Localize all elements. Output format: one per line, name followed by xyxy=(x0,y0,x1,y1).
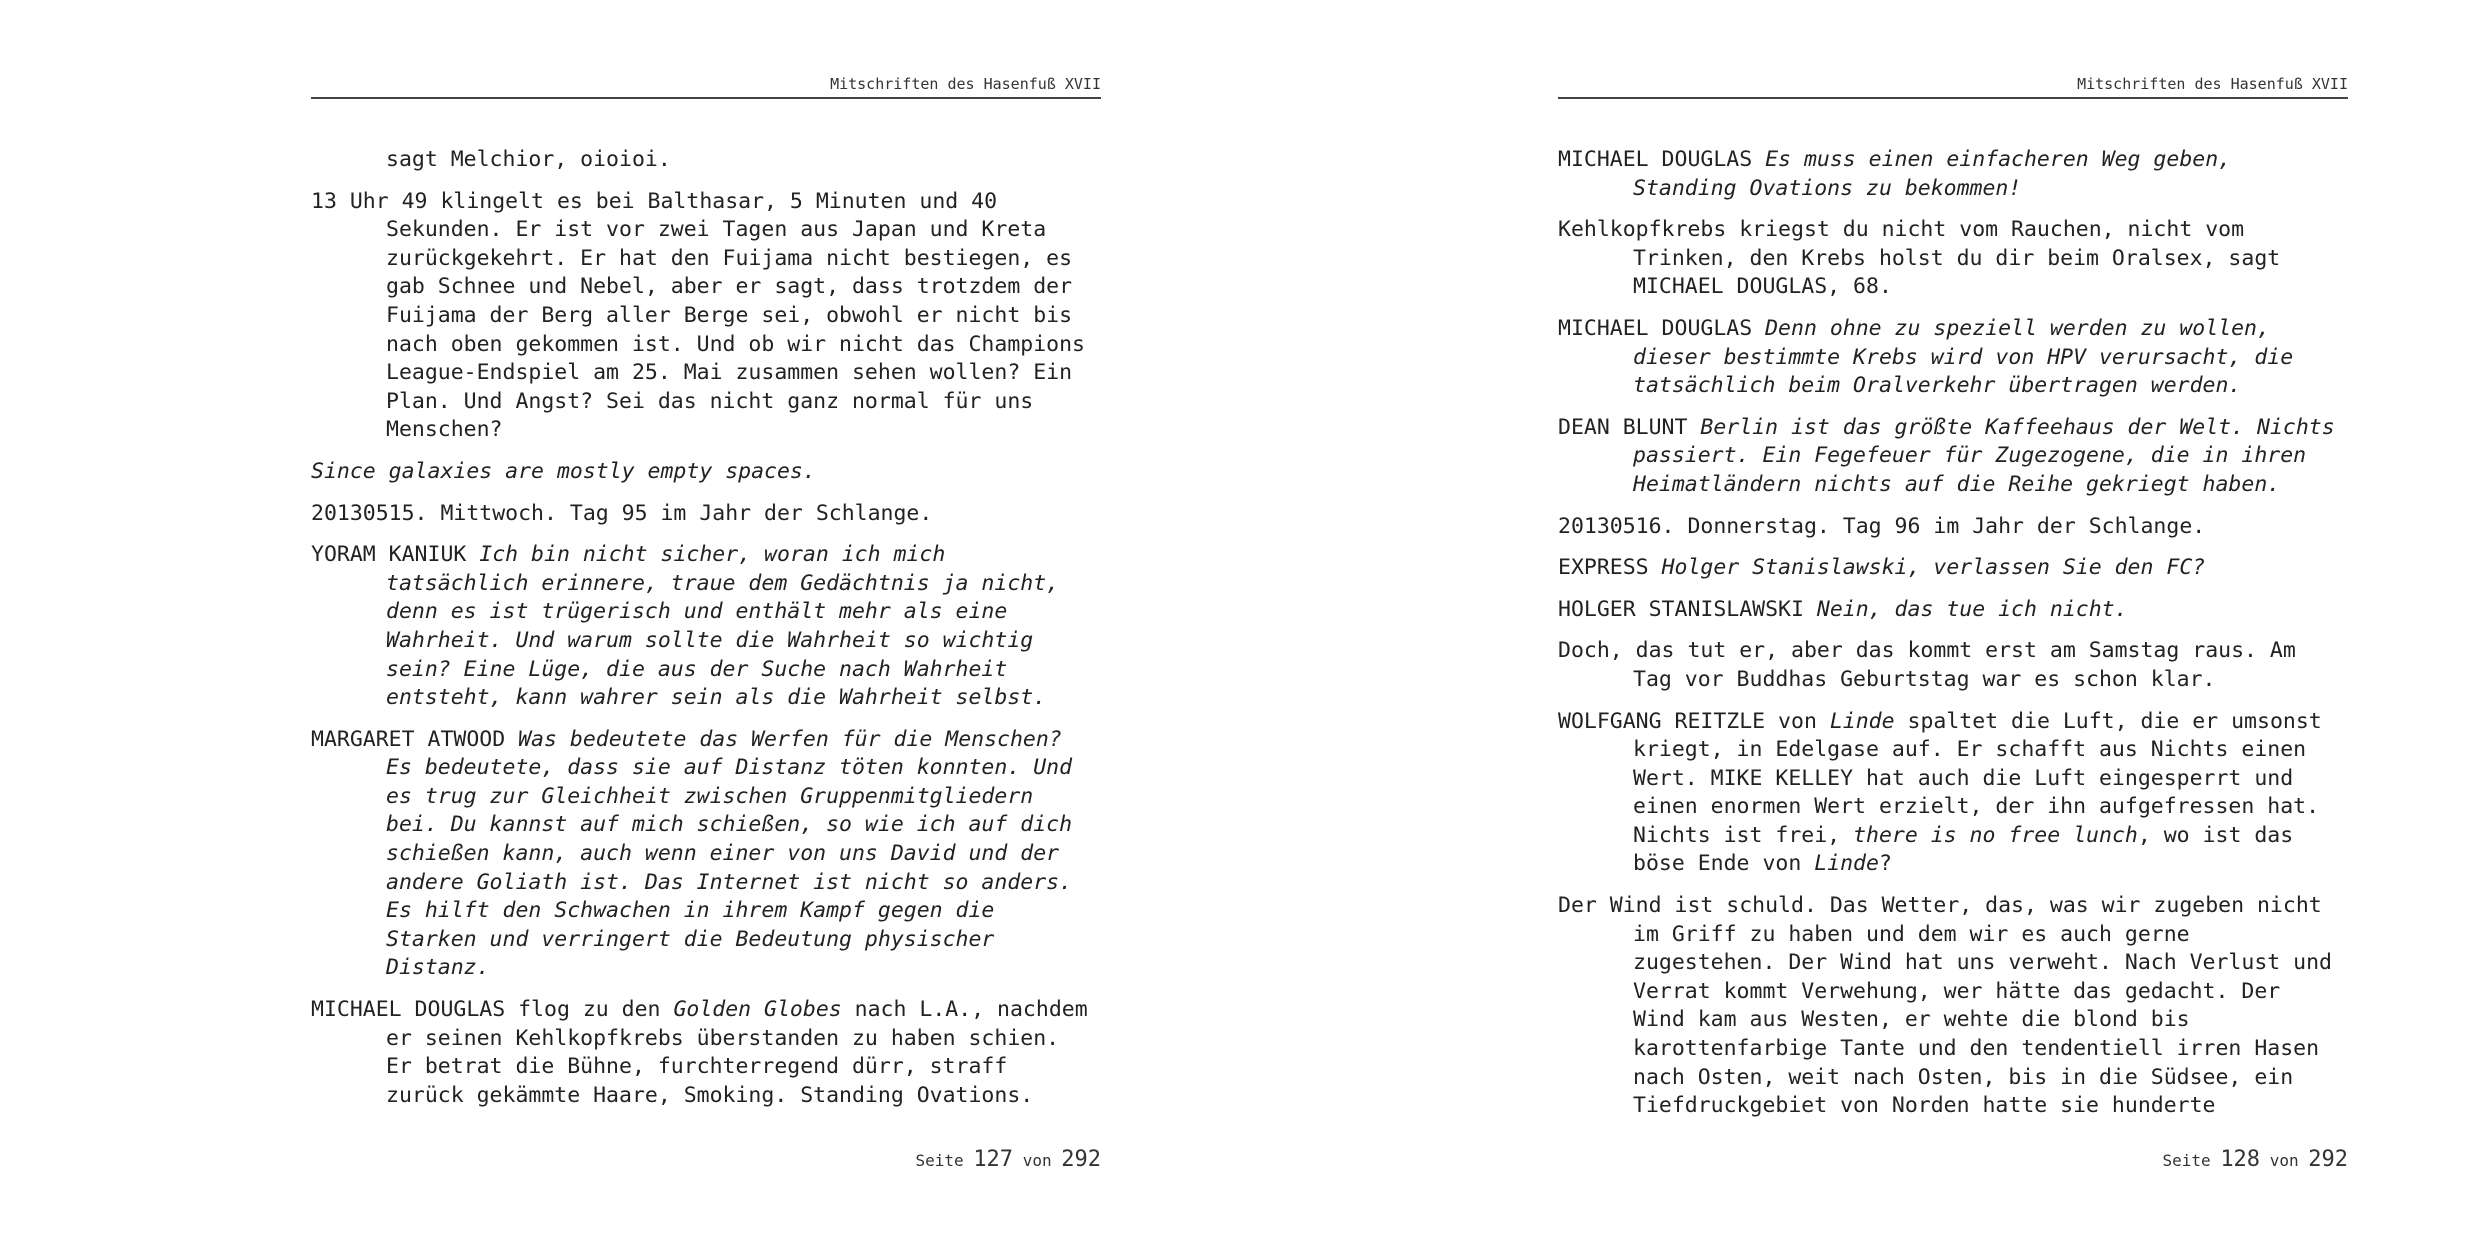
italic-text: Linde xyxy=(1814,851,1879,877)
text-run: , wo ist das böse Ende von xyxy=(1633,822,2294,877)
text-run: sagt Melchior, oioioi. xyxy=(386,147,671,172)
page-label: Seite xyxy=(915,1151,964,1170)
italic-text: Nein, das tue ich nicht. xyxy=(1816,596,2128,622)
right-page xyxy=(1558,0,2348,1240)
total-pages: 292 xyxy=(2308,1147,2348,1172)
paragraph xyxy=(311,541,1101,713)
left-page xyxy=(311,0,1101,1240)
text-run: Der Wind ist schuld. Das Wetter, das, was wir zugeben nicht im Griff zu haben und dem wir es auch gerne zugestehen. Der Wind hat uns verweht. Nach Verlust und Verrat kommt Verwehung, wer hätte das gedacht. Der Wind kam aus Westen, er wehte die blond bis karottenfarbige Tante und den tendentiell irren Hasen nach Osten, weit nach Osten, bis in die Südsee, ein Tiefdruckgebiet von Norden hatte sie hunderte xyxy=(1558,893,2332,1119)
page-body xyxy=(311,146,1101,1123)
text-run: 20130516. Donnerstag. Tag 96 im Jahr der Schlange. xyxy=(1558,513,2206,539)
page-number xyxy=(311,1147,1101,1172)
italic-text: Es muss einen einfacheren Weg geben, Standing Ovations zu bekommen! xyxy=(1633,147,2232,201)
text-run: EXPRESS xyxy=(1558,555,1662,581)
paragraph xyxy=(1558,146,2348,203)
page-of-label: von xyxy=(1022,1151,1052,1170)
total-pages: 292 xyxy=(1061,1147,1101,1172)
paragraph xyxy=(1558,414,2348,500)
text-run: 13 Uhr 49 klingelt es bei Balthasar, 5 Minuten und 40 Sekunden. Er ist vor zwei Tagen aus Japan und Kreta zurückgekehrt. Er hat den Fuijama nicht bestiegen, es gab Schnee und Nebel, aber er sagt, dass trotzdem der Fuijama der Berg aller Berge sei, obwohl er nicht bis nach oben gekommen ist. Und ob wir nicht das Champions League-Endspiel am 25. Mai zusammen sehen wollen? Ein Plan. Und Angst? Sei das nicht ganz normal für uns Menschen? xyxy=(311,188,1085,443)
text-run: Kehlkopfkrebs kriegst du nicht vom Rauchen, nicht vom Trinken, den Krebs holst du dir beim Oralsex, sagt MICHAEL DOUGLAS, 68. xyxy=(1558,217,2281,300)
running-head: Mitschriften des Hasenfuß XVII xyxy=(830,75,1101,93)
text-run: 20130515. Mittwoch. Tag 95 im Jahr der Schlange. xyxy=(311,500,933,526)
text-run: DEAN BLUNT xyxy=(1558,414,1701,440)
paragraph xyxy=(1558,637,2348,694)
header-rule xyxy=(311,97,1101,99)
italic-text: Since galaxies are mostly empty spaces. xyxy=(311,458,816,484)
text-run: MICHAEL DOUGLAS xyxy=(1558,315,1766,341)
italic-text: Was bedeutete das Werfen für die Menschen? Es bedeutete, dass sie auf Distanz töten konnten. Und es trug zur Gleichheit zwischen Gruppenmitgliedern bei. Du kannst auf mich schießen, so wie ich auf dich schießen kann, auch wenn einer von uns David und der andere Goliath ist. Das Internet ist nicht so anders. Es hilft den Schwachen in ihrem Kampf gegen die Starken und verringert die Bedeutung physischer Distanz. xyxy=(386,726,1073,981)
paragraph xyxy=(1558,892,2348,1121)
paragraph xyxy=(1558,596,2348,625)
running-head: Mitschriften des Hasenfuß XVII xyxy=(2077,75,2348,93)
page-number xyxy=(1558,1147,2348,1172)
text-run: HOLGER STANISLAWSKI xyxy=(1558,596,1817,622)
italic-text: Ich bin nicht sicher, woran ich mich tatsächlich erinnere, traue dem Gedächtnis ja nicht, denn es ist trügerisch und enthält mehr als eine Wahrheit. Und warum sollte die Wahrheit so wichtig sein? Eine Lüge, die aus der Suche nach Wahrheit entsteht, kann wahrer sein als die Wahrheit selbst. xyxy=(386,542,1060,711)
paragraph xyxy=(311,500,1101,529)
italic-text: Berlin ist das größte Kaffeehaus der Welt. Nichts passiert. Ein Fegefeuer für Zugezogene, die in ihren Heimatländern nichts auf die Reihe gekriegt haben. xyxy=(1633,414,2335,497)
paragraph xyxy=(1558,513,2348,542)
text-run: Doch, das tut er, aber das kommt erst am Samstag raus. Am Tag vor Buddhas Geburtstag war es schon klar. xyxy=(1558,638,2296,692)
text-run: MICHAEL DOUGLAS xyxy=(1558,147,1766,172)
italic-text: Holger Stanislawski, verlassen Sie den FC? xyxy=(1661,555,2206,581)
text-run: spaltet die Luft, die er umsonst kriegt, in Edelgase auf. Er schafft aus Nichts einen Wert. MIKE KELLEY hat auch die Luft eingesperrt und einen enormen Wert erzielt, der ihn aufgefressen hat. Nichts ist frei, xyxy=(1633,708,2322,848)
page-label: Seite xyxy=(2162,1151,2211,1170)
text-run: nach L.A., nachdem er seinen Kehlkopfkrebs überstanden zu haben schien. Er betrat die Bühne, furchterregend dürr, straff zurück gekämmte Haare, Smoking. Standing Ovations. xyxy=(386,997,1088,1108)
page-of-label: von xyxy=(2269,1151,2299,1170)
italic-text: Denn ohne zu speziell werden zu wollen, dieser bestimmte Krebs wird von HPV verursacht, die tatsächlich beim Oralverkehr übertragen werden. xyxy=(1633,315,2294,399)
paragraph xyxy=(311,726,1101,983)
text-run: YORAM KANIUK xyxy=(311,542,480,568)
italic-text: there is no free lunch xyxy=(1853,822,2138,848)
paragraph xyxy=(1558,708,2348,880)
paragraph xyxy=(311,146,1101,175)
text-run: MICHAEL DOUGLAS flog zu den xyxy=(311,997,674,1023)
italic-text: Linde xyxy=(1829,708,1895,734)
paragraph xyxy=(311,188,1101,445)
page-body xyxy=(1558,146,2348,1134)
text-run: MARGARET ATWOOD xyxy=(311,726,519,752)
current-page-number: 128 xyxy=(2220,1147,2261,1172)
text-run: ? xyxy=(1878,851,1892,877)
italic-text: Golden Globes xyxy=(673,997,842,1023)
paragraph xyxy=(311,996,1101,1110)
paragraph xyxy=(1558,315,2348,401)
paragraph xyxy=(311,458,1101,487)
header-rule xyxy=(1558,97,2348,99)
paragraph xyxy=(1558,554,2348,583)
text-run: WOLFGANG REITZLE von xyxy=(1558,708,1830,734)
paragraph xyxy=(1558,216,2348,302)
current-page-number: 127 xyxy=(973,1147,1014,1172)
